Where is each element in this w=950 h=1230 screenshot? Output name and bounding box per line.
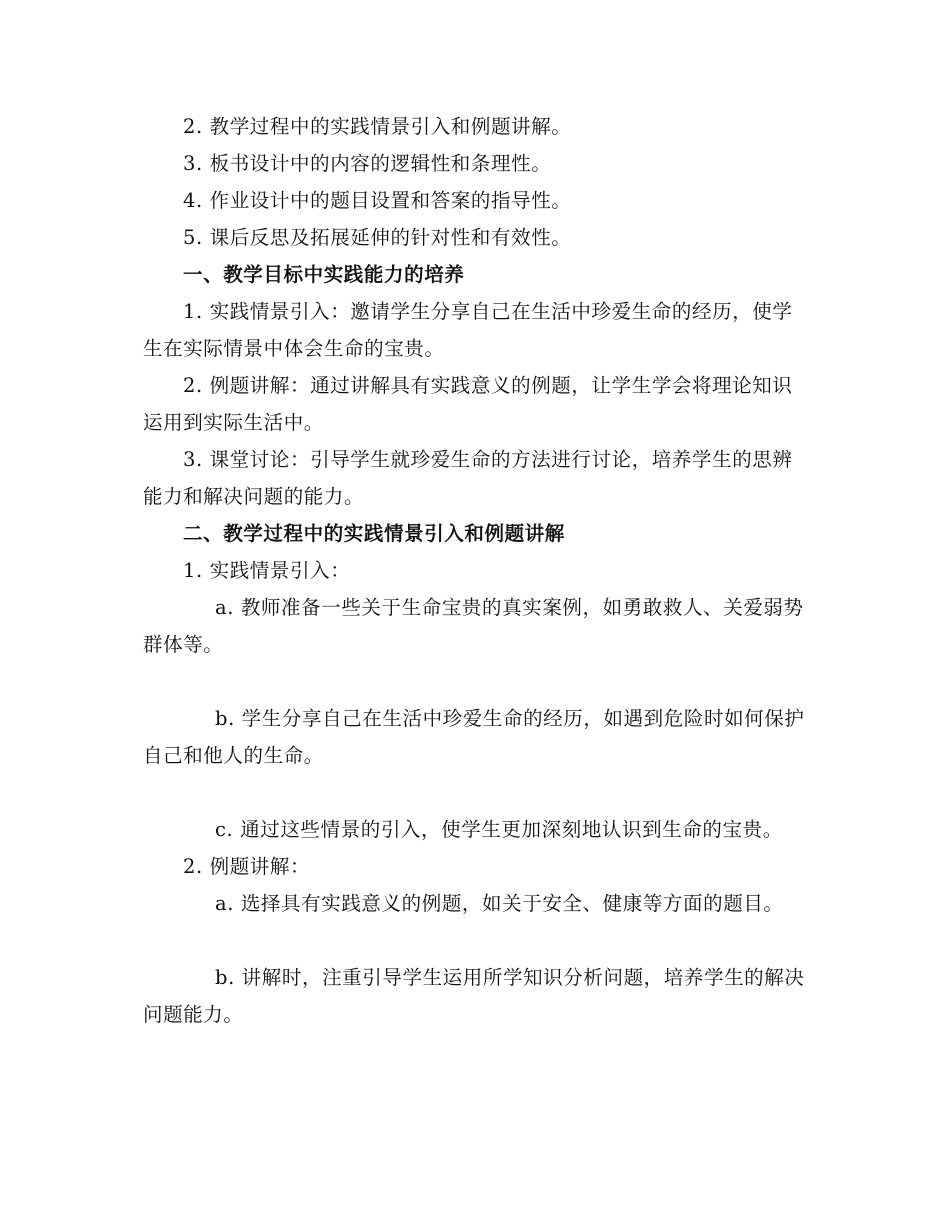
list-item: 5. 课后反思及拓展延伸的针对性和有效性。 [183,226,572,249]
blank-line [143,774,811,811]
list-item: 4. 作业设计中的题目设置和答案的指导性。 [183,189,572,212]
document-body [143,108,811,1033]
paragraph: 2. 例题讲解：通过讲解具有实践意义的例题，让学生学会将理论知识运用到实际生活中。 [143,374,793,434]
sub-paragraph: b. 讲解时，注重引导学生运用所学知识分析问题，培养学生的解决问题能力。 [143,966,805,1026]
paragraph: 3. 课堂讨论：引导学生就珍爱生命的方法进行讨论，培养学生的思辨能力和解决问题的能力。 [143,448,793,508]
paragraph: 1. 实践情景引入：邀请学生分享自己在生活中珍爱生命的经历，使学生在实际情景中体会生命的宝贵。 [143,300,793,360]
paragraph: 2. 例题讲解： [183,855,311,878]
sub-paragraph: b. 学生分享自己在生活中珍爱生命的经历，如遇到危险时如何保护自己和他人的生命。 [143,707,805,767]
sub-paragraph: a. 教师准备一些关于生命宝贵的真实案例，如勇敢救人、关爱弱势群体等。 [143,596,804,656]
list-item: 2. 教学过程中的实践情景引入和例题讲解。 [183,115,572,138]
list-item: 3. 板书设计中的内容的逻辑性和条理性。 [183,152,552,175]
section-heading: 二、教学过程中的实践情景引入和例题讲解 [183,522,565,545]
blank-line [143,663,811,700]
sub-paragraph: c. 通过这些情景的引入，使学生更加深刻地认识到生命的宝贵。 [215,818,783,841]
sub-paragraph: a. 选择具有实践意义的例题，如关于安全、健康等方面的题目。 [215,892,784,915]
paragraph: 1. 实践情景引入： [183,559,351,582]
section-heading: 一、教学目标中实践能力的培养 [183,263,465,286]
blank-line [143,922,811,959]
